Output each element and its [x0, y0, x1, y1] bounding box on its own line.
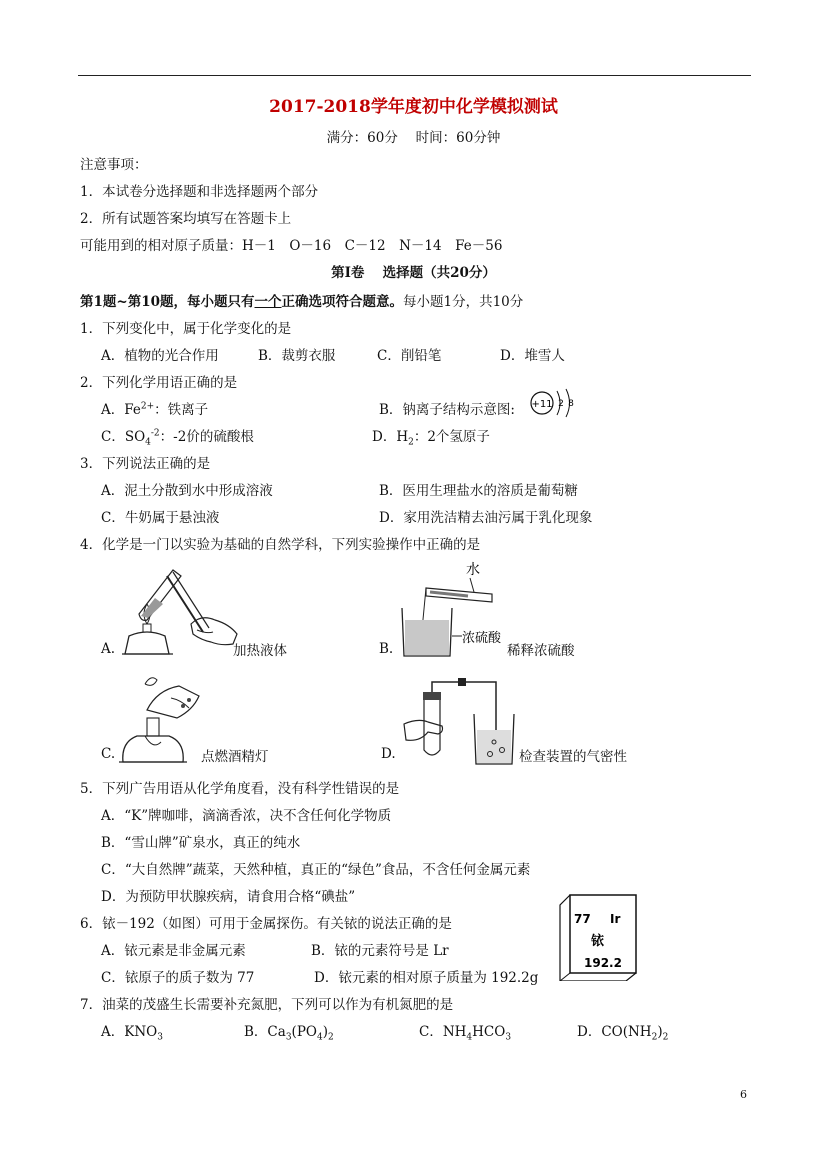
- header-rule: [78, 75, 751, 76]
- q5-stem: 5．下列广告用语从化学角度看，没有科学性错误的是: [80, 781, 400, 797]
- q2-c-sup: -2: [150, 428, 160, 439]
- notes-heading: 注意事项：: [80, 157, 148, 173]
- q7-a-pre: A．KNO: [101, 1024, 158, 1040]
- q7-option-a: [101, 1020, 163, 1043]
- instruction-bold2: 正确选项符合题意。: [281, 294, 403, 310]
- atomic-mass-line: 可能用到的相对原子质量：H－1 O－16 C－12 N－14 Fe－56: [80, 238, 503, 254]
- q5-option-d: D．为预防甲状腺疾病，请食用合格“碘盐”: [101, 889, 356, 905]
- section-title: 第Ⅰ卷 选择题（共20分）: [331, 265, 496, 281]
- q7-b-pre: B．Ca: [244, 1024, 286, 1040]
- q1-option-a: A．植物的光合作用: [101, 348, 219, 364]
- note-item-1: 1．本试卷分选择题和非选择题两个部分: [80, 184, 319, 200]
- label-water: 水: [466, 562, 480, 578]
- q2-option-b: B．钠离子结构示意图:: [379, 402, 515, 418]
- q5-option-a: A．“K”牌咖啡，滴滴香浓，决不含任何化学物质: [101, 808, 392, 824]
- q7-option-c: [419, 1020, 511, 1043]
- q7-option-b: [244, 1020, 334, 1043]
- q7-b-sub1: 3: [285, 1032, 292, 1043]
- q2-c-post: ：-2价的硫酸根: [159, 429, 254, 445]
- q6-option-d: D．铱元素的相对原子质量为 192.2g: [314, 970, 539, 986]
- q1-option-b: B．裁剪衣服: [258, 348, 336, 364]
- q4-letter-b: B.: [379, 641, 394, 657]
- q1-option-c: C．削铅笔: [377, 348, 442, 364]
- instruction-normal: 每小题1分，共10分: [403, 294, 524, 310]
- q2-option-d: [372, 425, 490, 448]
- q4-label-d: 检查装置的气密性: [519, 749, 627, 765]
- q2-d-post: ：2个氢原子: [413, 429, 490, 445]
- q7-b-sub2: 4: [316, 1032, 323, 1043]
- diagram-shell-1: 2: [558, 399, 564, 409]
- q7-d-sub1: 2: [651, 1032, 658, 1043]
- q6-stem: 6．铱－192（如图）可用于金属探伤。有关铱的说法正确的是: [80, 916, 452, 932]
- page-title: 2017-2018学年度初中化学模拟测试: [269, 97, 558, 117]
- q6-option-b: B．铱的元素符号是 Lr: [311, 943, 449, 959]
- q4-letter-a: A.: [101, 641, 116, 657]
- q3-option-c: C．牛奶属于悬浊液: [101, 510, 220, 526]
- q5-option-b: B．“雪山牌”矿泉水，真正的纯水: [101, 835, 301, 851]
- q5-option-c: C．“大自然牌”蔬菜，天然种植，真正的“绿色”食品，不含任何金属元素: [101, 862, 531, 878]
- q4-letter-d: D.: [381, 746, 396, 762]
- q4-letter-c: C.: [101, 746, 116, 762]
- q2-c-sub: 4: [145, 437, 151, 448]
- label-conc-acid: 浓硫酸: [462, 631, 502, 646]
- q2-stem: 2．下列化学用语正确的是: [80, 375, 238, 391]
- q7-stem: 7．油菜的茂盛生长需要补充氮肥，下列可以作为有机氮肥的是: [80, 997, 454, 1013]
- q4-label-a: 加热液体: [233, 643, 287, 659]
- q7-b-sub3: 2: [327, 1032, 334, 1043]
- light-lamp-figure: [117, 670, 207, 768]
- q2-option-a: [101, 398, 208, 418]
- heating-liquid-figure: [117, 562, 242, 660]
- q7-option-d: [577, 1020, 668, 1043]
- q7-b-post: ): [322, 1024, 328, 1040]
- q2-a-sup: 2+: [140, 401, 155, 412]
- q3-stem: 3．下列说法正确的是: [80, 456, 211, 472]
- instruction-bold: 第1题~第10题，每小题只有: [80, 294, 255, 310]
- q2-a-post: ：铁离子: [154, 402, 209, 418]
- cell-mass: 192.2: [584, 956, 622, 970]
- q2-option-c: [101, 425, 254, 448]
- q7-c-sub1: 4: [466, 1032, 473, 1043]
- q1-option-d: D．堆雪人: [500, 348, 565, 364]
- iridium-element-cell: [558, 893, 640, 981]
- diagram-shell-2: 8: [568, 399, 574, 409]
- q4-label-b: 稀释浓硫酸: [507, 643, 575, 659]
- q6-option-a: A．铱元素是非金属元素: [101, 943, 246, 959]
- q3-option-b: B．医用生理盐水的溶质是葡萄糖: [379, 483, 578, 499]
- q7-b-mid: (PO: [291, 1024, 317, 1040]
- q7-c-mid: HCO: [472, 1024, 506, 1040]
- q1-stem: 1．下列变化中，属于化学变化的是: [80, 321, 292, 337]
- q7-d-post: ): [657, 1024, 663, 1040]
- q7-d-pre: D．CO(NH: [577, 1024, 652, 1040]
- q2-a-pre: A．Fe: [101, 402, 141, 418]
- cell-symbol: Ir: [610, 912, 621, 926]
- dilute-acid-figure: [396, 558, 508, 662]
- sodium-ion-diagram: [528, 386, 580, 420]
- airtight-check-figure: [398, 670, 516, 768]
- exam-meta: 满分：60分 时间：60分钟: [326, 130, 501, 146]
- page-number: 6: [740, 1088, 747, 1101]
- note-item-2: 2．所有试题答案均填写在答题卡上: [80, 211, 292, 227]
- diagram-nucleus: +11: [531, 399, 553, 410]
- q7-d-sub2: 2: [662, 1032, 669, 1043]
- q3-option-a: A．泥土分散到水中形成溶液: [101, 483, 273, 499]
- instruction-underline: 一个: [254, 294, 282, 310]
- q2-c-pre: C．SO: [101, 429, 146, 445]
- section-instruction: [80, 290, 523, 310]
- cell-name: 铱: [591, 934, 605, 949]
- q7-a-sub: 3: [157, 1032, 163, 1043]
- q7-c-sub2: 3: [505, 1032, 512, 1043]
- q4-label-c: 点燃酒精灯: [201, 749, 269, 765]
- cell-number: 77: [574, 912, 591, 926]
- q2-d-pre: D．H: [372, 429, 409, 445]
- q3-option-d: D．家用洗洁精去油污属于乳化现象: [379, 510, 593, 526]
- q6-option-c: C．铱原子的质子数为 77: [101, 970, 255, 986]
- q4-stem: 4．化学是一门以实验为基础的自然学科，下列实验操作中正确的是: [80, 537, 481, 553]
- q7-c-pre: C．NH: [419, 1024, 467, 1040]
- q2-d-sub: 2: [408, 437, 414, 448]
